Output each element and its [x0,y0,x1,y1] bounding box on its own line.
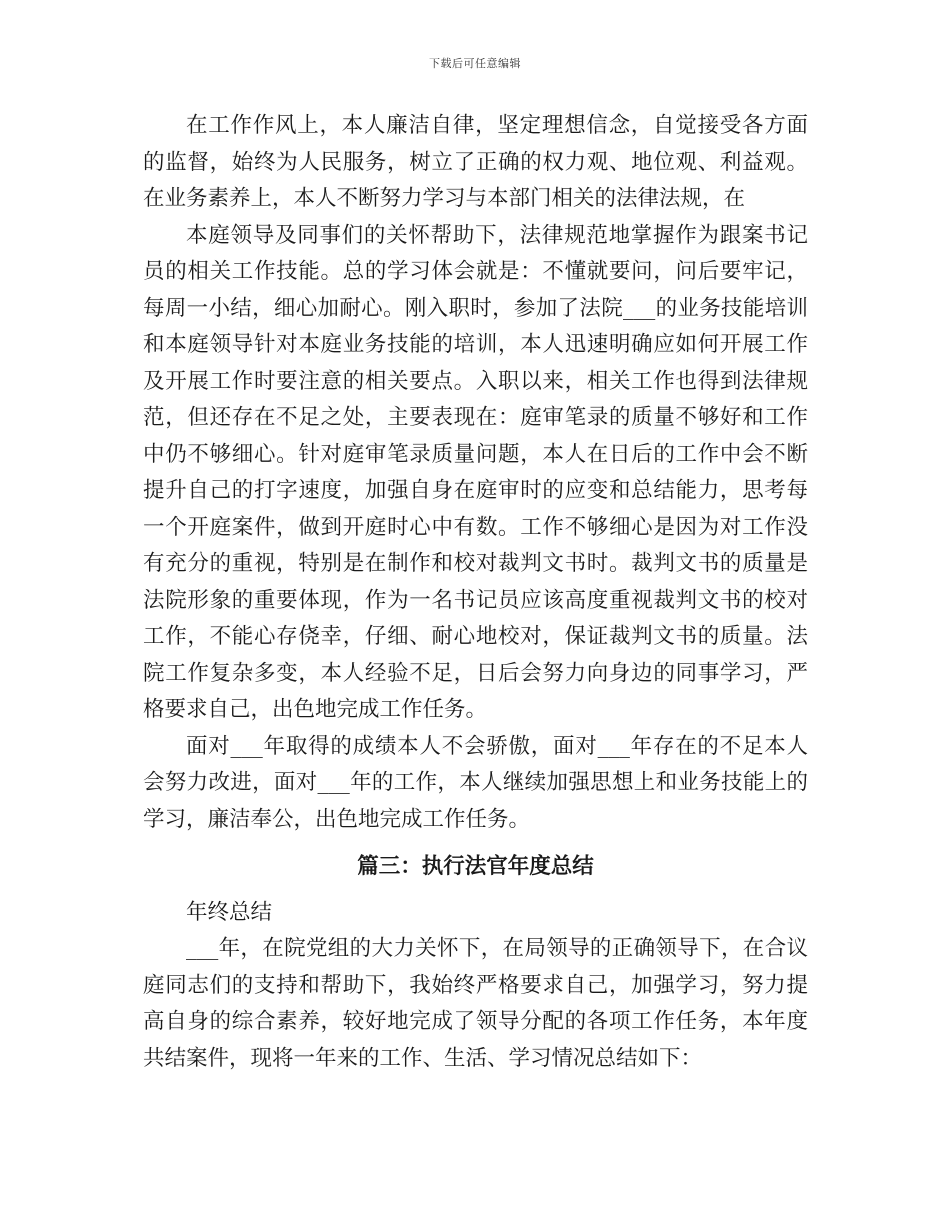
paragraph-line: 院工作复杂多变，本人经验不足，日后会努力向身边的同事学习，严 [143,660,808,686]
paragraph-line: 会努力改进，面对___年的工作，本人继续加强思想上和业务技能上的 [143,770,808,795]
paragraph-line: 法院形象的重要体现，作为一名书记员应该高度重视裁判文书的校对 [143,587,808,613]
subheading-line: 年终总结 [186,899,273,925]
paragraph-line: 工作，不能心存侥幸，仔细、耐心地校对，保证裁判文书的质量。法 [143,624,808,649]
paragraph-line: 每周一小结，细心加耐心。刚入职时，参加了法院___的业务技能培训 [143,295,808,321]
paragraph-line: 格要求自己，出色地完成工作任务。 [143,697,488,722]
paragraph-line: 共结案件，现将一年来的工作、生活、学习情况总结如下： [143,1045,703,1071]
paragraph-line: 学习，廉洁奉公，出色地完成工作任务。 [143,806,531,832]
paragraph-line: ___年，在院党组的大力关怀下，在局领导的正确领导下，在合议 [186,936,808,961]
page-header: 下载后可任意编辑 [429,57,521,70]
paragraph-line: 和本庭领导针对本庭业务技能的培训，本人迅速明确应如何开展工作 [143,332,808,357]
paragraph-line: 的监督，始终为人民服务，树立了正确的权力观、地位观、利益观。 [143,149,808,175]
paragraph-line: 有充分的重视，特别是在制作和校对裁判文书时。裁判文书的质量是 [143,551,808,576]
paragraph-line: 及开展工作时要注意的相关要点。入职以来，相关工作也得到法律规 [143,368,808,394]
document-body [143,108,808,1077]
paragraph-line: 范，但还存在不足之处，主要表现在：庭审笔录的质量不够好和工作 [143,405,808,430]
paragraph-line: 高自身的综合素养，较好地完成了领导分配的各项工作任务，本年度 [143,1009,808,1034]
paragraph-line: 一个开庭案件，做到开庭时心中有数。工作不够细心是因为对工作没 [143,514,808,540]
paragraph-line: 庭同志们的支持和帮助下，我始终严格要求自己，加强学习，努力提 [143,972,808,998]
paragraph-line: 员的相关工作技能。总的学习体会就是：不懂就要问，问后要牢记， [143,259,808,284]
paragraph-line: 本庭领导及同事们的关怀帮助下，法律规范地掌握作为跟案书记 [186,222,808,248]
paragraph-line: 在工作作风上，本人廉洁自律，坚定理想信念，自觉接受各方面 [186,113,808,138]
paragraph-line: 中仍不够细心。针对庭审笔录质量问题，本人在日后的工作中会不断 [143,441,808,467]
paragraph-line: 在业务素养上，本人不断努力学习与本部门相关的法律法规，在 [143,186,746,211]
section-title: 篇三：执行法官年度总结 [357,854,594,879]
paragraph-line: 面对___年取得的成绩本人不会骄傲，面对___年存在的不足本人 [186,733,808,759]
paragraph-line: 提升自己的打字速度，加强自身在庭审时的应变和总结能力，思考每 [143,478,808,503]
